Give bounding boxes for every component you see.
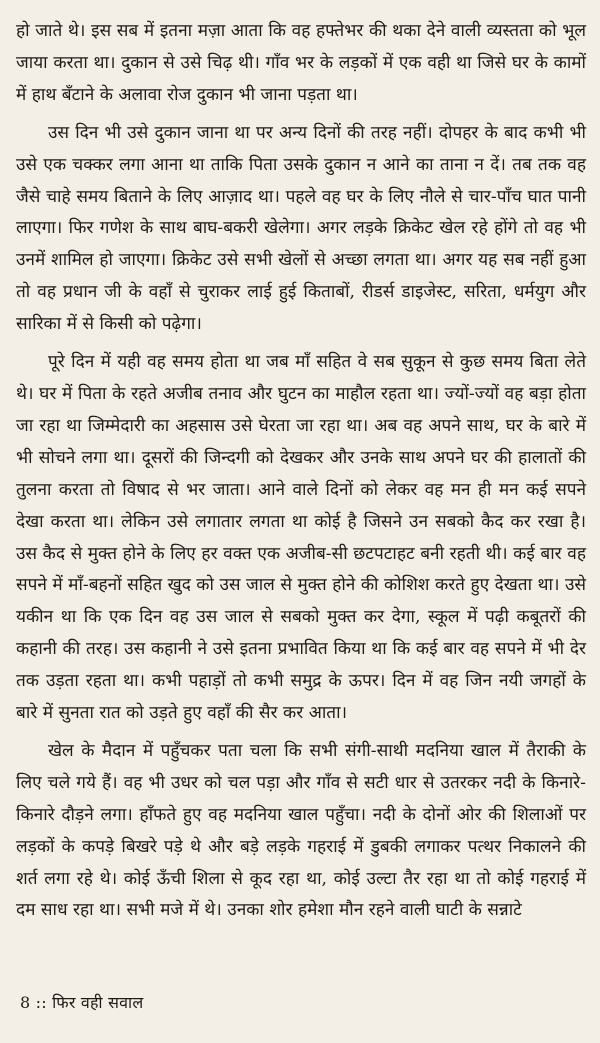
page-footer: 8 :: फिर वही सवाल	[20, 993, 144, 1012]
paragraph-continuation: हो जाते थे। इस सब में इतना मज़ा आता कि वह हफ्तेभर की थका देने वाली व्यस्तता को भूल जाया करता था। दुकान से उसे चिढ़ थी। गाँव भर के लड़कों में एक वही था जिसे घर के कामों में हाथ बँटाने के अलावा रोज दुकान भी जाना पड़ता था।	[16, 21, 586, 105]
paragraph-dreams: पूरे दिन में यही वह समय होता था जब माँ सहित वे सब सुकून से कुछ समय बिता लेते थे। घर में पिता के रहते अजीब तनाव और घुटन का माहौल रहता था। ज्यों-ज्यों वह बड़ा होता जा रहा था जिम्मेदारी का अहसास उसे घेरता जा रहा था। अब वह अपने साथ, घर के बारे में भी सोचने लगा था। दूसरों की जिन्दगी को देखकर और उनके साथ अपने घर की हालातों की तुलना करता तो विषाद से भर जाता। आने वाले दिनों को लेकर वह मन ही मन कई सपने देखा करता था। लेकिन उसे लगातार लगता था कोई है जिसने उन सबको कैद कर रखा है। उस कैद से मुक्त होने के लिए हर वक्त एक अजीब-सी छटपटाहट बनी रहती थी। कई बार वह सपने में माँ-बहनों सहित खुद को उस जाल से मुक्त होने की कोशिश करते हुए देखता था। उसे यकीन था कि एक दिन वह उस जाल से सबको मुक्त कर देगा, स्कूल में पढ़ी कबूतरों की कहानी की तरह। उस कहानी ने उसे इतना प्रभावित किया था कि कई बार वह सपने में भी देर तक उड़ता रहता था। कभी पहाड़ों तो कभी समुद्र के ऊपर। दिन में वह जिन नयी जगहों के बारे में सुनता रात को उड़ते हुए वहाँ की सैर कर आता।	[16, 352, 586, 724]
paragraph-shop-day: उस दिन भी उसे दुकान जाना था पर अन्य दिनों की तरह नहीं। दोपहर के बाद कभी भी उसे एक चक्कर लगा आना था ताकि पिता उसके दुकान न आने का ताना न दें। तब तक वह जैसे चाहे समय बिताने के लिए आज़ाद था। पहले वह घर के लिए नौले से चार-पाँच घात पानी लाएगा। फिर गणेश के साथ बाघ-बकरी खेलेगा। अगर लड़के क्रिकेट खेल रहे होंगे तो वह भी उनमें शामिल हो जाएगा। क्रिकेट उसे सभी खेलों से अच्छा लगता था। अगर यह सब नहीं हुआ तो वह प्रधान जी के वहाँ से चुराकर लाई हुई किताबों, रीडर्स डाइजेस्ट, सरिता, धर्मयुग और सारिका में से किसी को पढ़ेगा।	[16, 122, 586, 335]
paragraph-river: खेल के मैदान में पहुँचकर पता चला कि सभी संगी-साथी मदनिया खाल में तैराकी के लिए चले गये हैं। वह भी उधर को चल पड़ा और गाँव से सटी धार से उतरकर नदी के किनारे-किनारे दौड़ने लगा। हाँफते हुए वह मदनिया खाल पहुँचा। नदी के दोनों ओर की शिलाओं पर लड़कों के कपड़े बिखरे पड़े थे और बड़े लड़के गहराई में डुबकी लगाकर पत्थर निकालने की शर्त लगा रहे थे। कोई ऊँची शिला से कूद रहा था, कोई उल्टा तैर रहा था तो कोई गहराई में दम साध रहा था। सभी मजे में थे। उनका शोर हमेशा मौन रहने वाली घाटी के सन्नाटे	[16, 740, 586, 921]
